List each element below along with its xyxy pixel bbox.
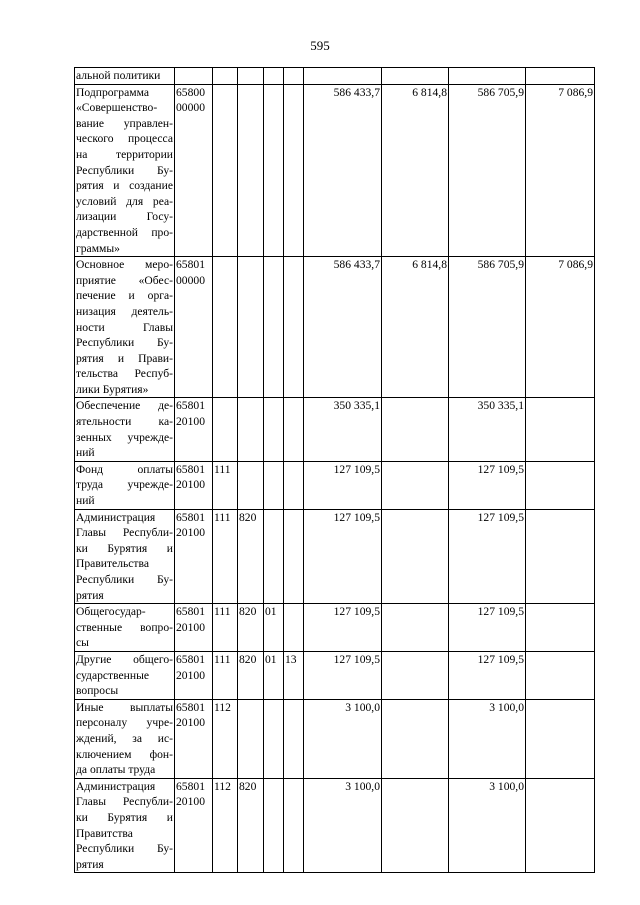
vr-cell: 111 xyxy=(213,509,238,604)
amount-cell-2: 6 814,8 xyxy=(382,84,449,257)
row-name-cell xyxy=(75,84,175,257)
subsection-cell: 13 xyxy=(284,651,304,699)
row-name-line: рятия xyxy=(76,857,104,871)
row-name-line: ний xyxy=(76,494,95,508)
table-row xyxy=(75,778,595,873)
csr-cell: 65801 20100 xyxy=(175,461,213,509)
section-cell xyxy=(264,778,284,873)
row-name-line: Республики Бу- xyxy=(76,336,173,350)
table-row xyxy=(75,509,595,604)
amount-cell-4 xyxy=(526,651,595,699)
row-name-line: тельства Респуб- xyxy=(76,367,173,381)
section-cell: 01 xyxy=(264,651,284,699)
subsection-cell xyxy=(284,604,304,652)
vr-cell xyxy=(213,398,238,461)
amount-cell-1: 127 109,5 xyxy=(304,604,382,652)
vr-cell: 111 xyxy=(213,604,238,652)
grbs-cell: 820 xyxy=(238,778,264,873)
amount-cell-1: 586 433,7 xyxy=(304,84,382,257)
section-cell xyxy=(264,68,284,85)
row-name-line: рятия и создание xyxy=(76,179,173,193)
row-name-line: приятие «Обес- xyxy=(76,273,173,287)
row-name-line: ждений, за ис- xyxy=(76,731,173,745)
section-cell xyxy=(264,461,284,509)
amount-cell-4: 7 086,9 xyxy=(526,257,595,398)
row-name-line: лики Бурятия» xyxy=(76,382,149,396)
row-name-line: ки Бурятия и xyxy=(76,541,173,555)
amount-cell-4 xyxy=(526,461,595,509)
amount-cell-3: 127 109,5 xyxy=(449,651,526,699)
subsection-cell xyxy=(284,509,304,604)
row-name-cell xyxy=(75,604,175,652)
amount-cell-3: 127 109,5 xyxy=(449,509,526,604)
section-cell xyxy=(264,699,284,778)
row-name-line: Правитства xyxy=(76,826,133,840)
csr-cell xyxy=(175,68,213,85)
table-row xyxy=(75,651,595,699)
grbs-cell xyxy=(238,699,264,778)
amount-cell-1: 3 100,0 xyxy=(304,778,382,873)
amount-cell-2 xyxy=(382,68,449,85)
row-name-cell xyxy=(75,68,175,85)
grbs-cell xyxy=(238,68,264,85)
grbs-cell: 820 xyxy=(238,651,264,699)
amount-cell-1 xyxy=(304,68,382,85)
vr-cell: 112 xyxy=(213,778,238,873)
row-name-line: Правительства xyxy=(76,557,149,571)
amount-cell-4 xyxy=(526,604,595,652)
amount-cell-1: 127 109,5 xyxy=(304,651,382,699)
row-name-line: ятельности ка- xyxy=(76,415,173,429)
row-name-line: вание управлен- xyxy=(76,116,173,130)
grbs-cell: 820 xyxy=(238,509,264,604)
row-name-line: Республики Бу- xyxy=(76,842,173,856)
grbs-cell: 820 xyxy=(238,604,264,652)
amount-cell-2 xyxy=(382,604,449,652)
row-name-line: рятия и Прави- xyxy=(76,351,173,365)
row-name-line: дарственной про- xyxy=(76,225,173,239)
amount-cell-3: 586 705,9 xyxy=(449,84,526,257)
amount-cell-2 xyxy=(382,509,449,604)
row-name-line: граммы» xyxy=(76,241,120,255)
table-row xyxy=(75,398,595,461)
amount-cell-1: 127 109,5 xyxy=(304,461,382,509)
section-cell xyxy=(264,509,284,604)
row-name-line: Республики Бу- xyxy=(76,163,173,177)
vr-cell: 112 xyxy=(213,699,238,778)
table-row xyxy=(75,461,595,509)
row-name-line: сударственные xyxy=(76,668,150,682)
budget-table xyxy=(74,67,595,873)
vr-cell xyxy=(213,84,238,257)
row-name-line: альной политики xyxy=(76,69,161,82)
row-name-line: ственные вопро- xyxy=(76,620,173,634)
vr-cell: 111 xyxy=(213,461,238,509)
amount-cell-2 xyxy=(382,778,449,873)
amount-cell-1: 127 109,5 xyxy=(304,509,382,604)
amount-cell-3: 127 109,5 xyxy=(449,461,526,509)
row-name-line: зенных учрежде- xyxy=(76,430,173,444)
row-name-line: низация деятель- xyxy=(76,304,173,318)
csr-cell: 65801 20100 xyxy=(175,604,213,652)
vr-cell xyxy=(213,68,238,85)
amount-cell-4 xyxy=(526,778,595,873)
vr-cell: 111 xyxy=(213,651,238,699)
row-name-line: Обеспечение де- xyxy=(76,399,173,413)
row-name-line: сы xyxy=(76,636,89,650)
csr-cell: 65801 20100 xyxy=(175,778,213,873)
row-name-line: Фонд оплаты xyxy=(76,462,173,476)
row-name-cell xyxy=(75,257,175,398)
amount-cell-4 xyxy=(526,699,595,778)
row-name-line: Общегосудар- xyxy=(76,605,146,619)
row-name-cell xyxy=(75,778,175,873)
row-name-line: ний xyxy=(76,446,95,460)
csr-cell: 65801 20100 xyxy=(175,651,213,699)
row-name-line: Основное меро- xyxy=(76,258,173,272)
amount-cell-4: 7 086,9 xyxy=(526,84,595,257)
subsection-cell xyxy=(284,461,304,509)
amount-cell-2: 6 814,8 xyxy=(382,257,449,398)
row-name-line: ключением фон- xyxy=(76,747,173,761)
table-row xyxy=(75,84,595,257)
row-name-line: персоналу учре- xyxy=(76,716,173,730)
row-name-line: рятия xyxy=(76,588,104,602)
csr-cell: 65801 20100 xyxy=(175,398,213,461)
csr-cell: 65801 20100 xyxy=(175,699,213,778)
amount-cell-3: 350 335,1 xyxy=(449,398,526,461)
amount-cell-1: 586 433,7 xyxy=(304,257,382,398)
subsection-cell xyxy=(284,398,304,461)
section-cell xyxy=(264,398,284,461)
amount-cell-2 xyxy=(382,461,449,509)
row-name-cell xyxy=(75,398,175,461)
row-name-line: лизации Госу- xyxy=(76,210,173,224)
row-name-line: Главы Республи- xyxy=(76,795,173,809)
row-name-line: ки Бурятия и xyxy=(76,810,173,824)
row-name-line: да оплаты труда xyxy=(76,763,156,777)
row-name-line: условий для реа- xyxy=(76,194,173,208)
amount-cell-3: 127 109,5 xyxy=(449,604,526,652)
amount-cell-2 xyxy=(382,398,449,461)
vr-cell xyxy=(213,257,238,398)
grbs-cell xyxy=(238,257,264,398)
page-number: 595 xyxy=(310,38,330,53)
subsection-cell xyxy=(284,699,304,778)
row-name-line: Главы Республи- xyxy=(76,526,173,540)
row-name-line: ческого процесса xyxy=(76,132,173,146)
table-row xyxy=(75,699,595,778)
row-name-cell xyxy=(75,699,175,778)
row-name-line: Администрация xyxy=(76,779,156,793)
subsection-cell xyxy=(284,778,304,873)
amount-cell-3: 3 100,0 xyxy=(449,699,526,778)
row-name-line: печение и орга- xyxy=(76,289,173,303)
amount-cell-4 xyxy=(526,398,595,461)
row-name-line: Администрация xyxy=(76,510,156,524)
row-name-cell xyxy=(75,461,175,509)
amount-cell-4 xyxy=(526,68,595,85)
csr-cell: 65800 00000 xyxy=(175,84,213,257)
row-name-line: вопросы xyxy=(76,684,119,698)
grbs-cell xyxy=(238,84,264,257)
section-cell xyxy=(264,84,284,257)
section-cell: 01 xyxy=(264,604,284,652)
section-cell xyxy=(264,257,284,398)
row-name-line: «Совершенство- xyxy=(76,101,158,115)
amount-cell-1: 3 100,0 xyxy=(304,699,382,778)
grbs-cell xyxy=(238,461,264,509)
amount-cell-3 xyxy=(449,68,526,85)
row-name-line: Республики Бу- xyxy=(76,573,173,586)
csr-cell: 65801 20100 xyxy=(175,509,213,604)
amount-cell-2 xyxy=(382,651,449,699)
table-row xyxy=(75,257,595,398)
table-row xyxy=(75,604,595,652)
row-name-line: Другие общего- xyxy=(76,652,173,666)
row-name-line: Подпрограмма xyxy=(76,85,149,99)
amount-cell-1: 350 335,1 xyxy=(304,398,382,461)
subsection-cell xyxy=(284,84,304,257)
amount-cell-4 xyxy=(526,509,595,604)
subsection-cell xyxy=(284,68,304,85)
row-name-line: Иные выплаты xyxy=(76,700,173,714)
row-name-line: труда учрежде- xyxy=(76,478,173,492)
amount-cell-3: 586 705,9 xyxy=(449,257,526,398)
csr-cell: 65801 00000 xyxy=(175,257,213,398)
row-name-cell xyxy=(75,651,175,699)
row-name-cell xyxy=(75,509,175,604)
grbs-cell xyxy=(238,398,264,461)
amount-cell-3: 3 100,0 xyxy=(449,778,526,873)
row-name-line: ности Главы xyxy=(76,320,173,334)
subsection-cell xyxy=(284,257,304,398)
table-body xyxy=(75,68,595,873)
table-row xyxy=(75,68,595,85)
row-name-line: на территории xyxy=(76,147,173,161)
amount-cell-2 xyxy=(382,699,449,778)
